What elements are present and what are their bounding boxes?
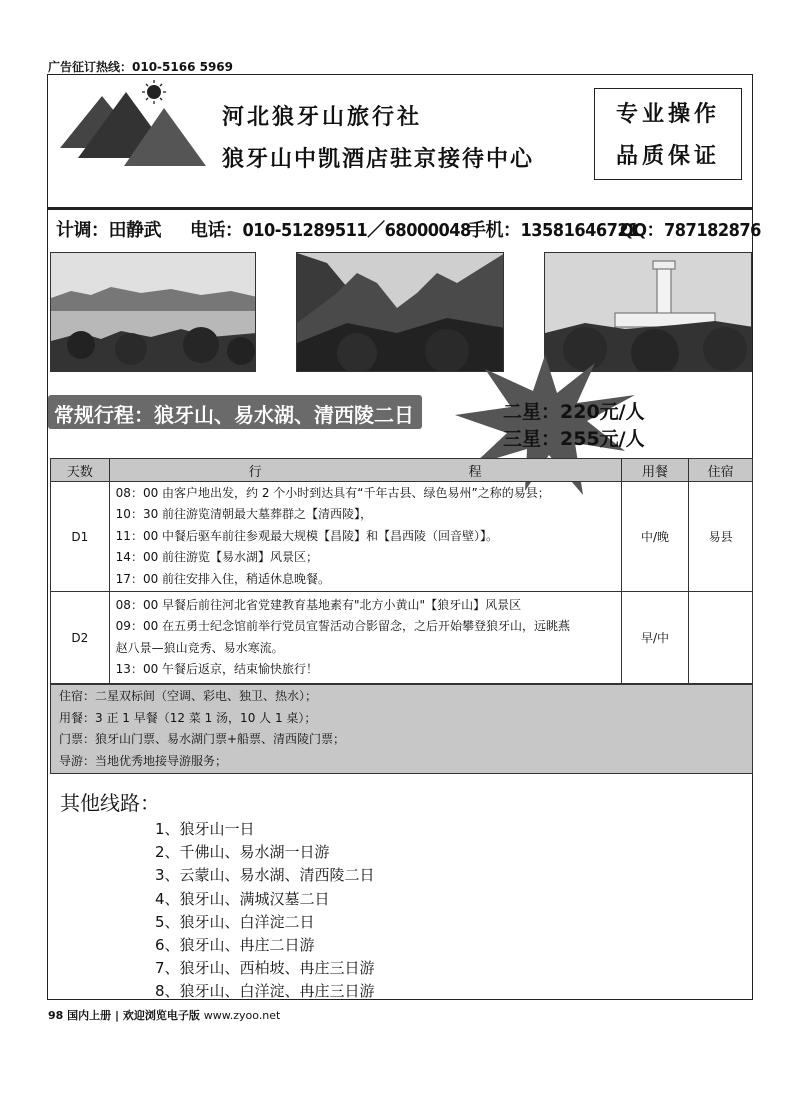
footer-tagline: 欢迎浏览电子版 bbox=[122, 1009, 200, 1022]
header-day: 天数 bbox=[51, 459, 110, 482]
contact-planner: 计调：田静武 bbox=[56, 220, 161, 241]
plan-line: 08：00 早餐后前往河北省党建教育基地素有"北方小黄山"【狼牙山】风景区 bbox=[115, 597, 522, 612]
footer-url: www.zyoo.net bbox=[203, 1009, 281, 1022]
stay-cell bbox=[689, 592, 753, 684]
header-meal: 用餐 bbox=[621, 459, 689, 482]
plan-line: 08：00 由客户地出发，约 2 个小时到达具有“千年古县、绿色易州”之称的易县； bbox=[115, 485, 550, 500]
plan-line: 17：00 前往安排入住，稍适休息晚餐。 bbox=[115, 571, 331, 586]
sun-icon bbox=[142, 80, 166, 104]
day-cell: D1 bbox=[51, 482, 110, 592]
meal-cell: 早/中 bbox=[621, 592, 689, 684]
table-row bbox=[51, 482, 753, 592]
header-plan bbox=[109, 459, 621, 482]
plan-cell bbox=[109, 482, 621, 592]
tower-photo bbox=[544, 252, 752, 372]
header-plan-b: 程 bbox=[468, 464, 482, 480]
slogan-line-2: 品质保证 bbox=[615, 143, 720, 169]
list-item: 3、云蒙山、易水湖、清西陵二日 bbox=[155, 866, 375, 885]
header-divider bbox=[47, 207, 753, 210]
itinerary-table bbox=[50, 458, 753, 684]
page-number: 98 bbox=[48, 1009, 64, 1022]
list-item: 2、千佛山、易水湖一日游 bbox=[155, 843, 330, 862]
lake-photo bbox=[50, 252, 256, 372]
footer-section: 国内上册 bbox=[67, 1009, 112, 1022]
note-tickets: 门票：狼牙山门票、易水湖门票+船票、清西陵门票； bbox=[59, 732, 346, 746]
price-3star: 三星：255元/人 bbox=[503, 428, 645, 450]
table-header-row bbox=[51, 459, 753, 482]
note-meals: 用餐：3 正 1 早餐（12 菜 1 汤，10 人 1 桌）； bbox=[59, 710, 317, 725]
plan-line: 10：30 前往游览清朝最大墓葬群之【清西陵】， bbox=[115, 507, 373, 522]
list-item: 8、狼牙山、白洋淀、冉庄三日游 bbox=[155, 982, 375, 1001]
list-item: 7、狼牙山、西柏坡、冉庄三日游 bbox=[155, 959, 375, 978]
contact-phone: 电话：010-51289511／68000048 bbox=[190, 220, 471, 241]
slogan-line-1: 专业操作 bbox=[615, 101, 720, 127]
meal-cell: 中/晚 bbox=[621, 482, 689, 592]
agency-name: 河北狼牙山旅行社 bbox=[222, 104, 423, 130]
plan-cell bbox=[109, 592, 621, 684]
itinerary-title: 常规行程：狼牙山、易水湖、清西陵二日 bbox=[54, 403, 414, 427]
contact-mobile: 手机：13581646721 bbox=[468, 220, 639, 241]
valley-photo bbox=[296, 252, 504, 372]
other-routes-title: 其他线路： bbox=[60, 791, 160, 815]
service-notes bbox=[50, 684, 753, 774]
list-item: 4、狼牙山、满城汉墓二日 bbox=[155, 889, 330, 908]
mountain-logo-icon bbox=[60, 80, 210, 170]
footer-separator: | bbox=[115, 1009, 120, 1022]
note-guide: 导游：当地优秀地接导游服务； bbox=[59, 753, 228, 768]
list-item: 1、狼牙山一日 bbox=[155, 820, 255, 838]
agency-subtitle: 狼牙山中凯酒店驻京接待中心 bbox=[222, 146, 535, 172]
price-2star: 二星：220元/人 bbox=[503, 401, 645, 423]
day-cell: D2 bbox=[51, 592, 110, 684]
slogan-box bbox=[594, 88, 742, 180]
header-stay: 住宿 bbox=[689, 459, 753, 482]
header-plan-a: 行 bbox=[248, 464, 262, 480]
list-item: 5、狼牙山、白洋淀二日 bbox=[155, 912, 315, 931]
table-row bbox=[51, 592, 753, 684]
note-lodging: 住宿：二星双标间（空调、彩电、独卫、热水）； bbox=[59, 689, 318, 703]
plan-line: 赵八景—狼山竞秀、易水寒流。 bbox=[115, 640, 284, 655]
plan-line: 14：00 前往游览【易水湖】风景区； bbox=[115, 550, 319, 565]
plan-line: 13：00 午餐后返京，结束愉快旅行！ bbox=[115, 662, 319, 676]
list-item: 6、狼牙山、冉庄二日游 bbox=[155, 936, 315, 955]
other-routes-list bbox=[155, 818, 375, 1004]
plan-line: 09：00 在五勇士纪念馆前举行党员宣誓活动合影留念，之后开始攀登狼牙山，远眺燕 bbox=[115, 619, 571, 633]
contact-qq: QQ：787182876 bbox=[620, 220, 761, 241]
page-footer bbox=[48, 1007, 280, 1023]
itinerary-title-bar bbox=[48, 395, 422, 429]
stay-cell: 易县 bbox=[689, 482, 753, 592]
plan-line: 11：00 中餐后驱车前往参观最大规模【昌陵】和【昌西陵（回音壁）】。 bbox=[115, 528, 499, 543]
ad-hotline: 广告征订热线：010-5166 5969 bbox=[48, 60, 234, 74]
